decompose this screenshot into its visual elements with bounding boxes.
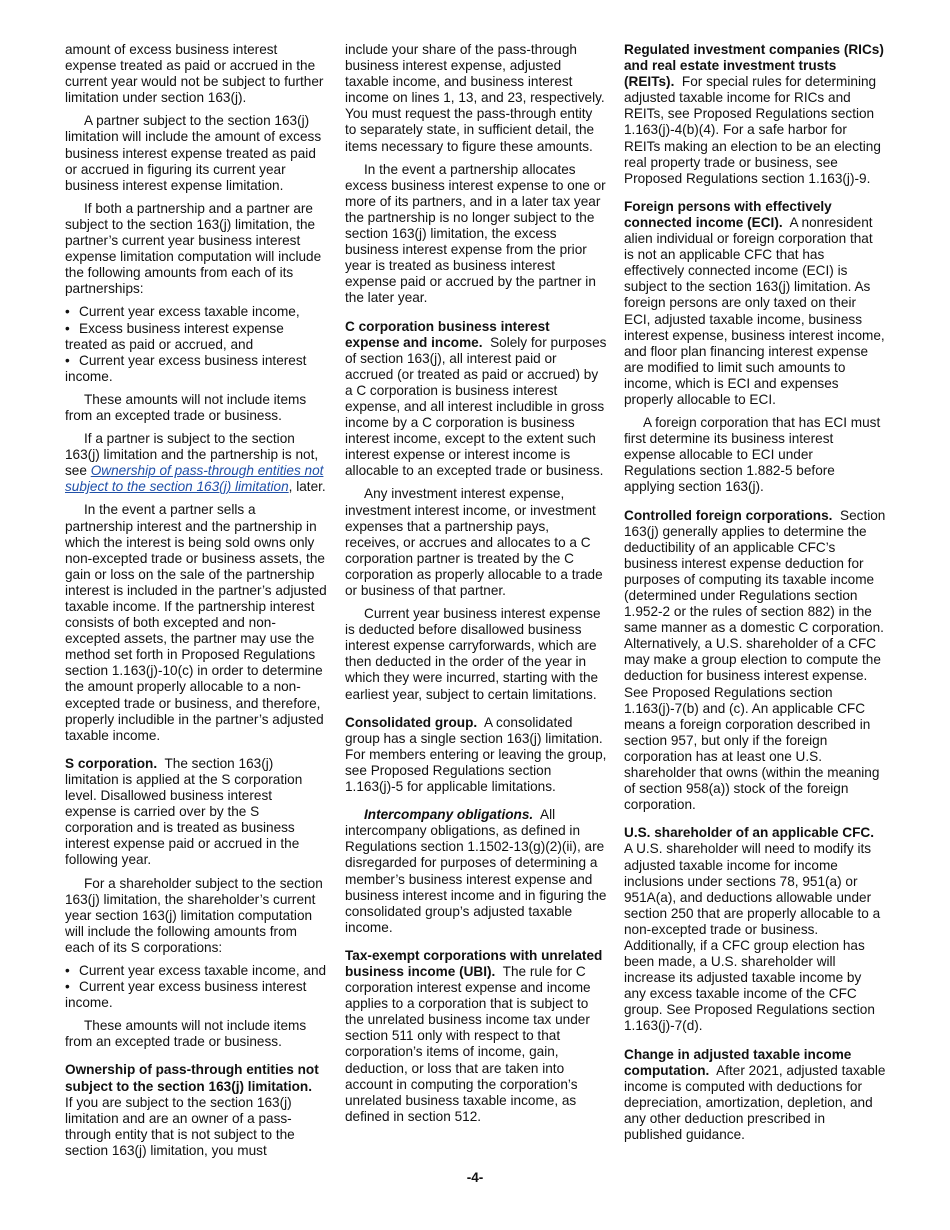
section-intercompany-obligations <box>345 807 607 936</box>
column-right <box>624 42 886 1150</box>
section-text: A U.S. shareholder will need to modify its adjusted taxable income for income inclusions under sections 78, 951(a) or 951A(a), and deductions allowable under section 250 that are properly allocable to a non-excepted trade or business. Additionally, if a CFC group election has been made, a U.S. shareholder will increase its adjusted taxable income by any excess taxable income of the CFC group. See Proposed Regulations section 1.163(j)-7(d). <box>624 841 881 1034</box>
section-text: The rule for C corporation interest expense and income applies to a corporation that is subject to the unrelated business income tax under section 511 only with respect to that corporation’s items of income, gain, deduction, or loss that are taken into account in computing the corporation’s unrelated business taxable income, as defined in section 512. <box>345 963 591 1124</box>
section-heading: U.S. shareholder of an applicable CFC. <box>624 825 875 841</box>
paragraph: A partner subject to the section 163(j) limitation will include the amount of excess business interest expense treated as paid or accrued in figuring its current year business interest expense limitation. <box>65 113 322 193</box>
section-heading: C corporation business interest expense and income. <box>345 318 550 350</box>
paragraph: In the event a partnership allocates excess business interest expense to one or more of its partners, and in a later tax year the partnership is no longer subject to the section 163(j) limitation, the excess business interest expense from the prior year is treated as business interest expense paid or accrued by the partner in the later year. <box>345 161 606 306</box>
section-rics-reits <box>624 42 886 187</box>
section-controlled-foreign-corporations <box>624 508 886 814</box>
section-text: For special rules for determining adjusted taxable income for RICs and REITs, see Proposed Regulations section 1.163(j)-4(b)(4). For a safe harbor for REITs making an election to be an electing real property trade or business, see Proposed Regulations section 1.163(j)-9. <box>624 74 881 186</box>
bullet-item: • Excess business interest expense treated as paid or accrued, and <box>65 321 327 353</box>
section-heading: Foreign persons with effectively connected income (ECI). <box>624 198 832 230</box>
paragraph: These amounts will not include items from an excepted trade or business. <box>65 391 307 423</box>
bullet-item: • Current year excess taxable income, and <box>65 963 327 979</box>
section-heading: Change in adjusted taxable income computation. <box>624 1046 852 1078</box>
column-left <box>65 42 327 1166</box>
section-heading: S corporation. <box>65 755 158 771</box>
paragraph: If both a partnership and a partner are subject to the section 163(j) limitation, the partner’s current year business interest expense limitation computation will include the following amounts from each of its partnerships: <box>65 200 322 297</box>
section-text: A nonresident alien individual or foreign corporation that is not an applicable CFC that has effectively connected income (ECI) is subject to the section 163(j) limitation. As foreign persons are only taxed on their ECI, adjusted taxable income, business interest expense, business interest income, and floor plan financing interest expense are modified to limit such amounts to income, which is ECI and expenses properly allocable to ECI. <box>624 214 885 407</box>
bullet-item: • Current year excess business interest income. <box>65 353 327 385</box>
section-s-corporation <box>65 756 327 869</box>
paragraph-text: , later. <box>288 479 326 495</box>
section-foreign-persons-eci <box>624 199 886 408</box>
section-heading: Controlled foreign corporations. <box>624 507 833 523</box>
paragraph: Any investment interest expense, investment interest income, or investment expenses that a partnership pays, receives, or accrues and allocates to a C corporation partner is treated by the C corporation as properly allocable to a trade or business of that partner. <box>345 486 603 598</box>
subsection-heading: Intercompany obligations. <box>364 807 534 823</box>
section-consolidated-group <box>345 715 607 795</box>
section-text: Section 163(j) generally applies to determine the deductibility of an applicable CFC’s business interest expense deduction for purposes of computing its taxable income (determined under Regulations section 1.952-2 or the rules of section 882) in the same manner as a domestic C corporation. Alternatively, a U.S. shareholder of a CFC may make a group election to compute the deduction for business interest expense. See Proposed Regulations section 1.163(j)-7(b) and (c). An applicable CFC means a foreign corporation described in section 957, but only if the foreign corporation has at least one U.S. shareholder that owns (within the meaning of section 958(a)) stock of the foreign corporation. <box>624 507 886 813</box>
section-c-corporation <box>345 319 607 480</box>
section-us-shareholder <box>624 825 886 1034</box>
page-number: -4- <box>466 1170 484 1185</box>
section-heading: Regulated investment companies (RICs) and real estate investment trusts (REITs). <box>624 42 884 90</box>
cross-reference-link[interactable]: Ownership of pass-through entities not subject to the section 163(j) limitation <box>65 463 324 495</box>
bullet-item: • Current year excess business interest income. <box>65 979 327 1011</box>
paragraph: Current year business interest expense is deducted before disallowed business interest expense carryforwards, which are then deducted in the order of the year in which they were incurred, starting with the earliest year, subject to certain limitations. <box>345 606 601 702</box>
paragraph <box>65 431 327 495</box>
paragraph: include your share of the pass-through business interest expense, adjusted taxable income, and business interest income on lines 1, 13, and 23, respectively. You must request the pass-through entity to separately state, in sufficient detail, the items necessary to figure these amounts. <box>345 42 605 154</box>
section-change-adjusted-taxable-income <box>624 1047 886 1144</box>
section-heading: Tax-exempt corporations with unrelated business income (UBI). <box>345 947 603 979</box>
bullet-item: • Current year excess taxable income, <box>65 304 327 320</box>
paragraph: amount of excess business interest expense treated as paid or accrued in the current year would not be subject to further limitation under section 163(j). <box>65 42 324 106</box>
paragraph-text: If a partner is subject to the section 163(j) limitation and the partnership is not, see <box>65 431 319 479</box>
section-heading: Consolidated group. <box>345 714 478 730</box>
section-text: A consolidated group has a single section 163(j) limitation. For members entering or leaving the group, see Proposed Regulations section 1.163(j)-5 for applicable limitations. <box>345 714 607 795</box>
section-text: If you are subject to the section 163(j) limitation and are an owner of a pass-through entity that is not subject to the section 163(j) limitation, you must <box>65 1094 295 1158</box>
section-tax-exempt-corporations <box>345 948 607 1125</box>
paragraph: For a shareholder subject to the section 163(j) limitation, the shareholder’s current year section 163(j) limitation computation will include the following amounts from each of its S corporations: <box>65 875 323 955</box>
section-text: The section 163(j) limitation is applied at the S corporation level. Disallowed business interest expense is carried over by the S corporation and is treated as business interest expense paid or accrued in the following year. <box>65 755 303 868</box>
section-text: After 2021, adjusted taxable income is computed with deductions for depreciation, amortization, depletion, and any other deduction prescribed in published guidance. <box>624 1062 886 1142</box>
section-heading: Ownership of pass-through entities not subject to the section 163(j) limitation. <box>65 1062 319 1094</box>
paragraph: These amounts will not include items from an excepted trade or business. <box>65 1018 307 1050</box>
paragraph: A foreign corporation that has ECI must first determine its business interest expense allocable to ECI under Regulations section 1.882-5 before applying section 163(j). <box>624 415 881 495</box>
paragraph: In the event a partner sells a partnership interest and the partnership in which the interest is being sold owns only non-excepted trade or business assets, the gain or loss on the sale of the partnership interest is included in the partner’s adjusted taxable income. If the partnership interest consists of both excepted and non-excepted assets, the partner may use the method set forth in Proposed Regulations section 1.163(j)-10(c) in order to determine the amount properly allocable to a non-excepted trade or business, and therefore, properly includible in the partner’s adjusted taxable income. <box>65 502 327 743</box>
section-ownership-pass-through <box>65 1062 327 1159</box>
column-middle <box>345 42 607 1132</box>
section-text: All intercompany obligations, as defined in Regulations section 1.1502-13(g)(2)(ii), are disregarded for purposes of determining a member’s business interest expense and business interest income and in figuring the consolidated group’s adjusted taxable income. <box>345 807 607 935</box>
section-text: Solely for purposes of section 163(j), all interest paid or accrued (or treated as paid or accrued) by a C corporation is business interest expense, and all interest includible in gross income by a C corporation is business interest income, except to the extent such interest expense or interest income is allocable to an excepted trade or business. <box>345 334 607 479</box>
